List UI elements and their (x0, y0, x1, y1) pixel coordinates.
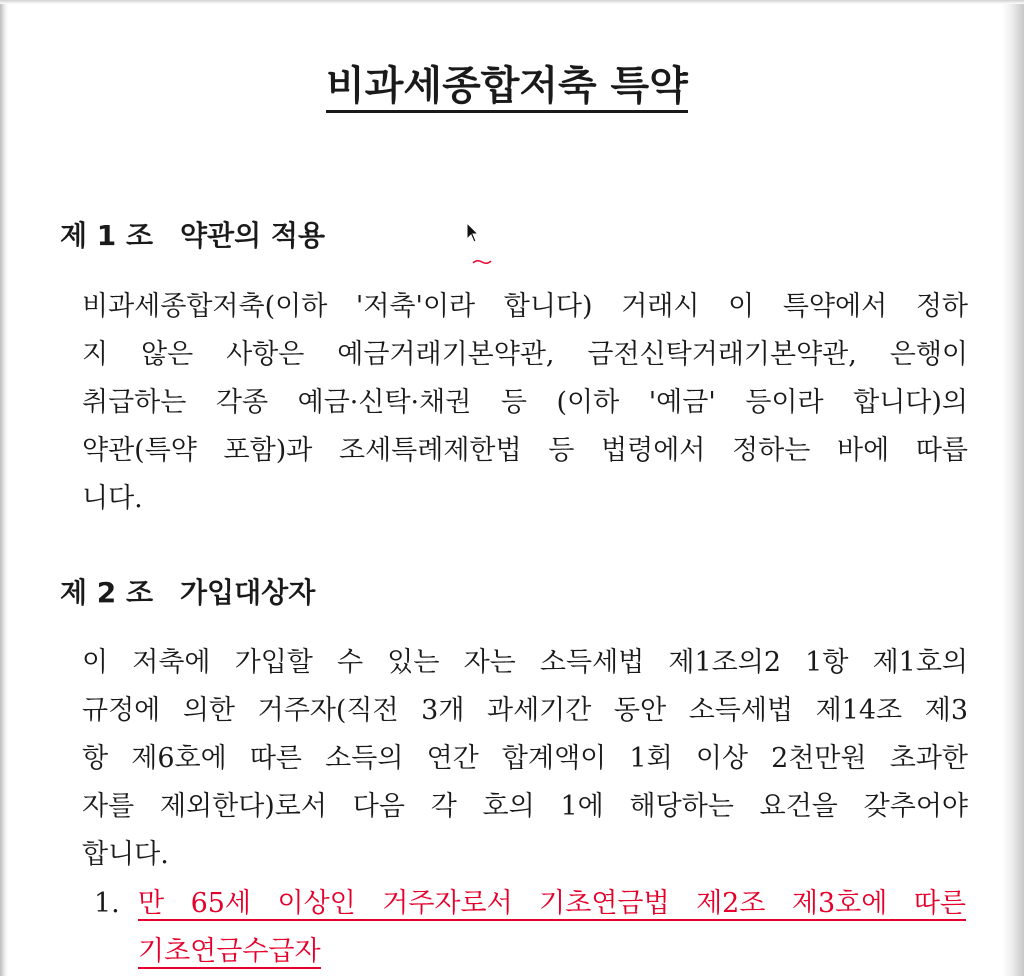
scan-edge-right (1002, 0, 1024, 976)
list-item-line-text: 기초연금수급자 (138, 936, 321, 967)
article-2-line: 항 제6호에 따른 소득의 연간 합계액이 1회 이상 2천만원 초과한 (82, 743, 968, 774)
list-item-number: 1. (94, 888, 120, 919)
article-1-line: 지 않은 사항은 예금거래기본약관, 금전신탁거래기본약관, 은행이 (82, 339, 968, 370)
document-title (0, 58, 1014, 114)
list-item-text (138, 880, 966, 976)
article-2-line: 자를 제외한다)로서 다음 각 호의 1에 해당하는 요건을 갖추어야 (82, 791, 968, 822)
document-title-text: 비과세종합저축 특약 (326, 63, 688, 113)
article-2-title: 가입대상자 (180, 576, 316, 609)
article-2-line: 규정에 의한 거주자(직전 3개 과세기간 동안 소득세법 제14조 제3 (82, 695, 968, 726)
article-1-heading (60, 216, 325, 256)
scan-edge-left (0, 0, 8, 976)
article-2-heading (60, 573, 315, 613)
article-1-line: 비과세종합저축(이하 '저축'이라 합니다) 거래시 이 특약에서 정하 (82, 291, 968, 322)
article-1-title: 약관의 적용 (180, 219, 325, 252)
article-1-number: 제 1 조 (60, 219, 154, 252)
article-2-line: 합니다. (82, 839, 169, 870)
article-2-body (82, 639, 968, 879)
article-1-line: 니다. (82, 483, 143, 514)
article-1-line: 약관(특약 포함)과 조세특례제한법 등 법령에서 정하는 바에 따릅 (82, 435, 968, 466)
article-2-number: 제 2 조 (60, 576, 154, 609)
article-1-line: 취급하는 각종 예금·신탁·채권 등 (이하 '예금' 등이라 합니다)의 (82, 387, 968, 418)
mouse-pointer-icon (466, 222, 480, 244)
article-2-line: 이 저축에 가입할 수 있는 자는 소득세법 제1조의2 1항 제1호의 (82, 647, 968, 678)
red-squiggle-mark (472, 258, 492, 266)
list-item-line (138, 928, 966, 976)
scan-edge-top (0, 0, 1024, 4)
list-item-line-text: 만 65세 이상인 거주자로서 기초연금법 제2조 제3호에 따른 (138, 888, 966, 919)
article-1-body (82, 283, 968, 523)
list-item-line (138, 880, 966, 928)
